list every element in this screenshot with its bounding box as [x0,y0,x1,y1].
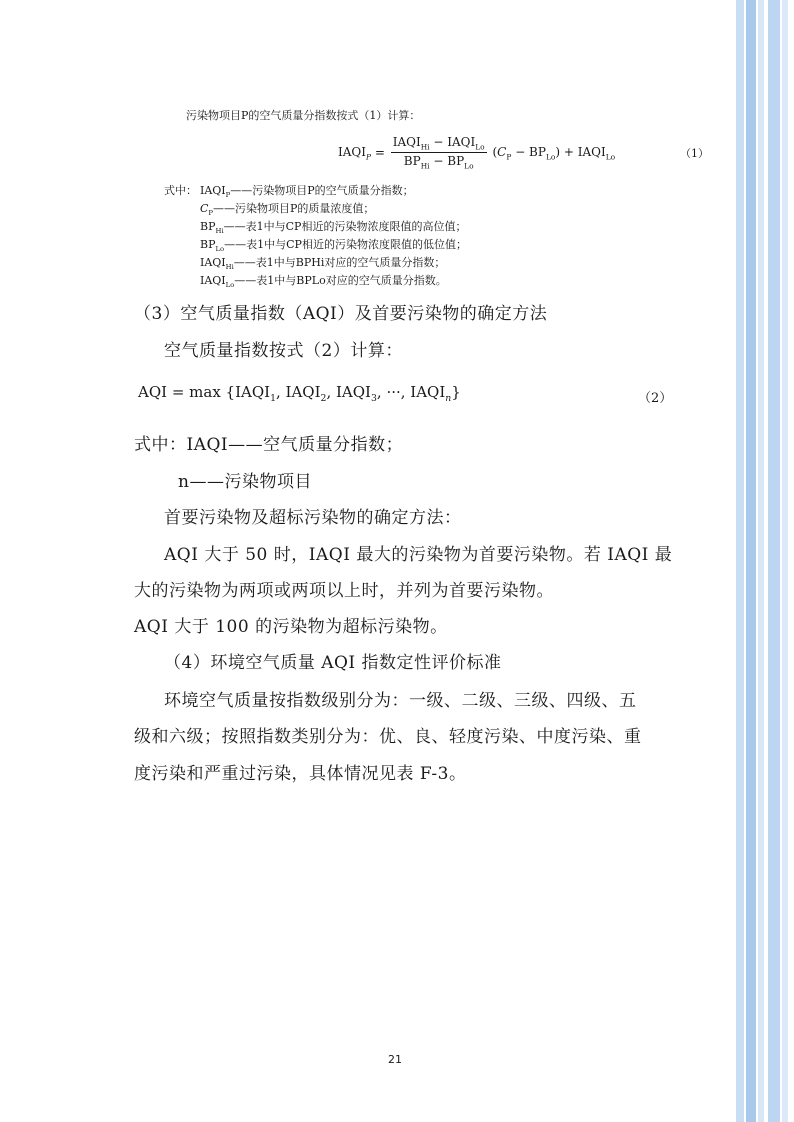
para1-line1: AQI 大于 50 时，IAQI 最大的污染物为首要污染物。若 IAQI 最 [164,545,673,565]
para1-line2: 大的污染物为两项或两项以上时，并列为首要污染物。 [134,581,554,601]
def-bp-hi: $BP_{Hi}——$表1中与CP相近的污染物浓度限值的高位值； [200,220,467,236]
def-iaqi-hi: $IAQI_{Hi}——$表1中与BPHi对应的空气质量分指数； [200,256,446,272]
eq1-tail: $(C_P - BP_{Lo})$ + $IAQI_{Lo}$ [492,145,616,162]
def-iaqi-p: $IAQI_P——$污染物项目P的空气质量分指数； [200,184,414,200]
para3-line2: 级和六级；按照指数类别分为：优、良、轻度污染、中度污染、重 [134,727,642,747]
section-heading-4: （4）环境空气质量 AQI 指数定性评价标准 [164,653,502,673]
equation-2: AQI = $\max \{IAQI_1$, $IAQI_2$, $IAQI_3$, ···, $IAQI_n$} [138,383,461,404]
def-bp-lo: $BP_{Lo}——$表1中与CP相近的污染物浓度限值的低位值； [200,238,467,254]
page-number: 21 [388,1053,402,1066]
intro-line: 污染物项目P的空气质量分指数按式（1）计算： [186,109,421,122]
eq1-numerator: $IAQI_{Hi}$ − $IAQI_{Lo}$ [392,135,485,152]
equation-1-number: （1） [680,147,709,160]
eq1-denominator: $BP_{Hi} - BP_{Lo}$ [403,154,474,171]
where-n: n——污染物项目 [178,472,312,492]
eq1-fraction [391,135,487,171]
aqi-calc-intro: 空气质量指数按式（2）计算： [164,341,403,361]
seal-stamp [760,470,794,640]
where-iaqi: 式中：IAQI——空气质量分指数； [134,435,404,455]
para3-line1: 环境空气质量按指数级别分为：一级、二级、三级、四级、五 [164,691,637,711]
binding-strip [736,0,744,1122]
para3-line3: 度污染和严重过污染，具体情况见表 F-3。 [134,764,467,784]
def-iaqi-lo: $IAQI_{Lo}——$表1中与BPLo对应的空气质量分指数。 [200,274,447,290]
defs-label: 式中： [164,184,197,197]
equation-1: $IAQI_P$ = $\frac{IAQI_{Hi} - IAQI_{Lo}}{BP_{Hi} - BP_{Lo}}$ $(C_P - BP_{Lo})$ + $IAQI_{Lo}$ [338,135,616,171]
primary-pollutant-intro: 首要污染物及超标污染物的确定方法： [164,508,462,528]
equation-2-number: （2） [638,391,673,406]
para2: AQI 大于 100 的污染物为超标污染物。 [134,617,448,637]
eq1-lhs: $IAQI_P$ [338,145,371,162]
def-cp: $C_P——$污染物项目P的质量浓度值； [200,202,375,218]
binding-strip [746,0,756,1122]
section-heading-3: （3）空气质量指数（AQI）及首要污染物的确定方法 [134,304,548,324]
